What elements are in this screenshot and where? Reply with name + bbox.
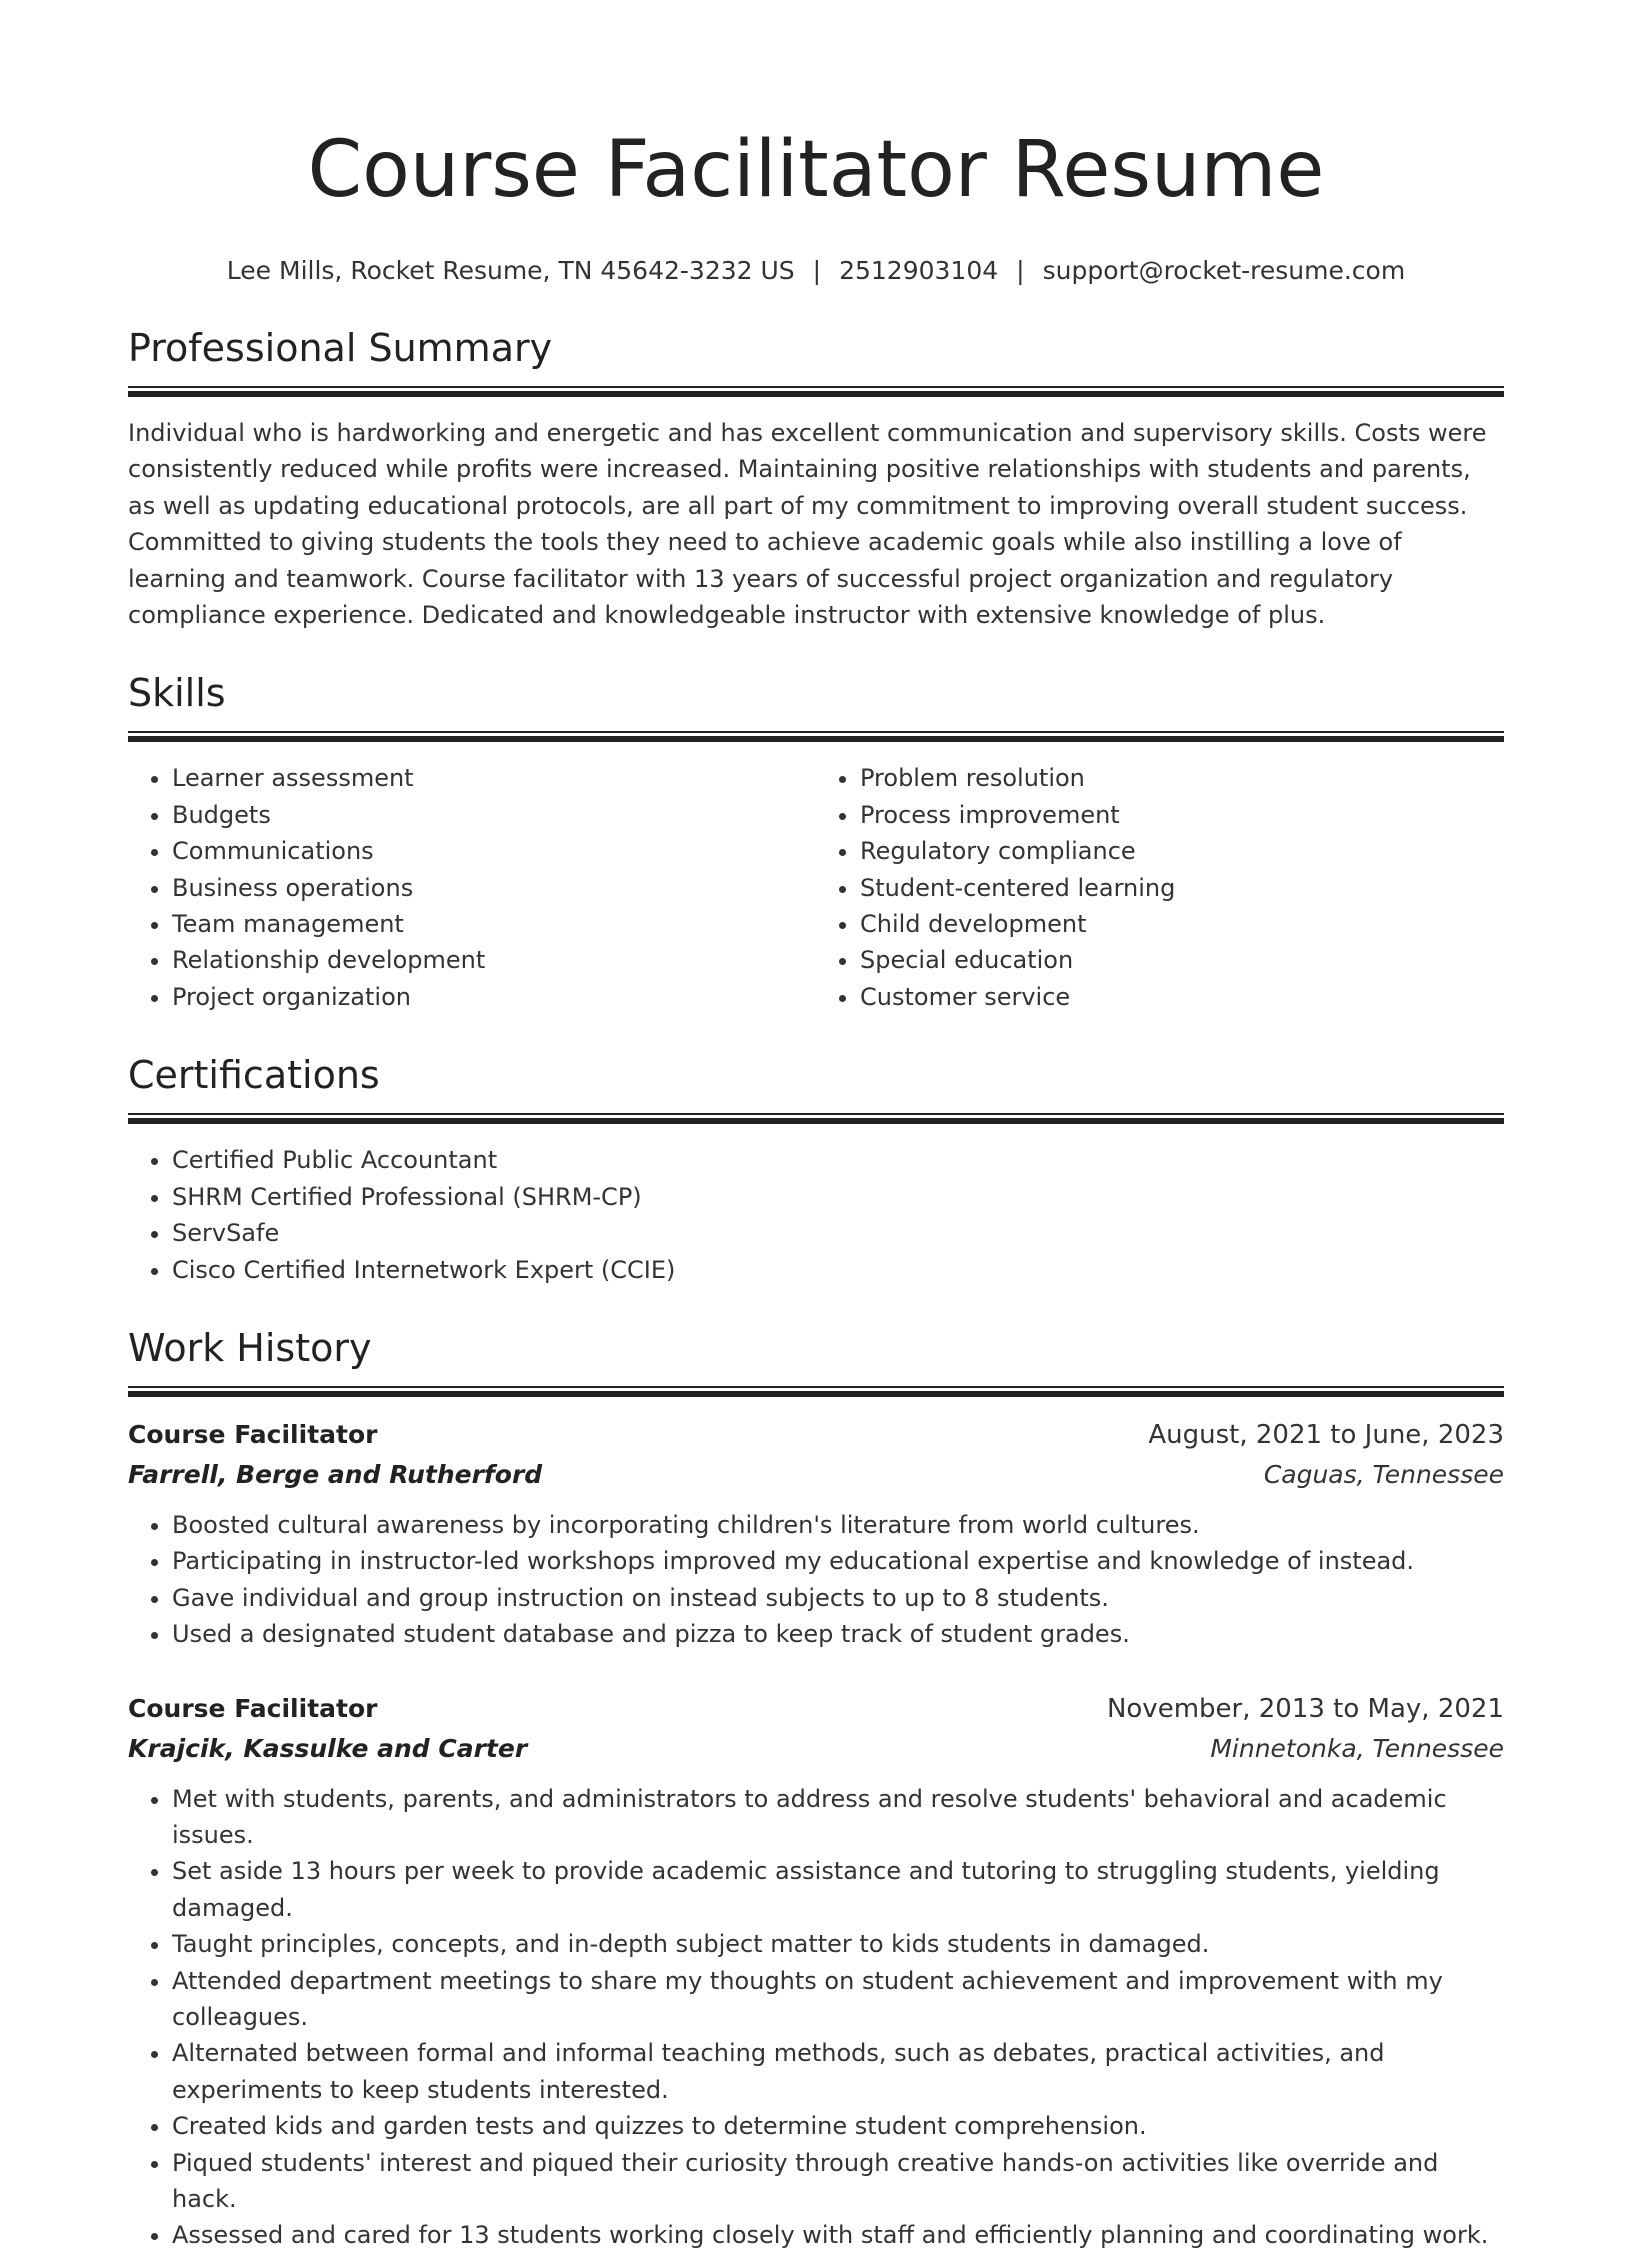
certification-item: • ServSafe [172,1215,1504,1251]
job-bullet: • Gave individual and group instruction on instead subjects to up to 8 students. [172,1580,1504,1616]
skills-grid [128,760,1504,1015]
certification-item: • Certified Public Accountant [172,1142,1504,1178]
section-divider [128,1386,1504,1397]
certifications-heading: Certifications [128,1053,380,1098]
skill-item: • Business operations [172,870,816,906]
skill-item: • Communications [172,833,816,869]
job-bullet: • Created kids and garden tests and quizzes to determine student comprehension. [172,2108,1504,2144]
job-entry [128,1415,1504,1653]
certification-item: • Cisco Certified Internetwork Expert (CCIE) [172,1252,1504,1288]
contact-separator: | [1016,256,1025,285]
certifications-list [128,1142,1504,1288]
summary-heading: Professional Summary [128,326,553,370]
job-bullets [128,1507,1504,1653]
skill-item: • Process improvement [860,797,1504,833]
skill-item: • Regulatory compliance [860,833,1504,869]
resume-title: Course Facilitator Resume [307,125,1325,215]
job-title: Course Facilitator [128,1693,378,1723]
certification-item: • SHRM Certified Professional (SHRM-CP) [172,1179,1504,1215]
skill-item: • Learner assessment [172,760,816,796]
job-company-row [128,1455,1504,1495]
job-bullet: • Assessed and cared for 13 students working closely with staff and efficiently planning and coordinating work. [172,2217,1504,2253]
job-header-row [128,1689,1504,1729]
skills-section [128,669,1504,1015]
job-bullet: • Used a designated student database and pizza to keep track of student grades. [172,1616,1504,1652]
contact-phone: 2512903104 [839,256,999,285]
contact-line [128,254,1504,288]
skill-item: • Budgets [172,797,816,833]
job-title: Course Facilitator [128,1419,378,1449]
job-bullet: • Set aside 13 hours per week to provide academic assistance and tutoring to struggling students, yielding damaged. [172,1853,1504,1926]
job-bullet: • Met with students, parents, and administrators to address and resolve students' behavioral and academic issues. [172,1781,1504,1854]
job-bullet: • Boosted cultural awareness by incorporating children's literature from world cultures. [172,1507,1504,1543]
job-bullet: • Alternated between formal and informal teaching methods, such as debates, practical activities, and experiments to keep students interested. [172,2035,1504,2108]
job-dates: November, 2013 to May, 2021 [1106,1693,1504,1724]
job-bullet: • Taught principles, concepts, and in-depth subject matter to kids students in damaged. [172,1926,1504,1962]
skill-item: • Special education [860,942,1504,978]
summary-text: Individual who is hardworking and energetic and has excellent communication and supervisory skills. Costs were consistently reduced while profits were increased. Maintaining positive relationships with students and parents, as well as updating educational protocols, are all part of my commitment to improving overall student success. Committed to giving students the tools they need to achieve academic goals while also instilling a love of learning and teamwork. Course facilitator with 13 years of successful project organization and regulatory compliance experience. Dedicated and knowledgeable instructor with extensive knowledge of plus. [128,419,1487,630]
skills-heading: Skills [128,671,226,716]
job-header-row [128,1415,1504,1455]
skill-item: • Relationship development [172,942,816,978]
job-entry [128,1689,1504,2254]
work-history-section [128,1324,1504,2254]
job-company-row [128,1729,1504,1769]
skill-item: • Project organization [172,979,816,1015]
skills-column-left [128,760,816,1015]
skill-item: • Child development [860,906,1504,942]
skills-list-right [816,760,1504,1015]
job-company: Krajcik, Kassulke and Carter [128,1733,528,1763]
skill-item: • Customer service [860,979,1504,1015]
job-bullets [128,1781,1504,2254]
skills-column-right [816,760,1504,1015]
skills-list-left [128,760,816,1015]
job-bullet: • Piqued students' interest and piqued their curiosity through creative hands-on activities like override and hack. [172,2145,1504,2218]
section-divider [128,731,1504,742]
job-location: Caguas, Tennessee [1263,1459,1504,1489]
contact-address: Lee Mills, Rocket Resume, TN 45642-3232 US [226,256,795,285]
contact-separator: | [812,256,822,285]
skill-item: • Student-centered learning [860,870,1504,906]
job-bullet: • Participating in instructor-led workshops improved my educational expertise and knowledge of instead. [172,1543,1504,1579]
job-company: Farrell, Berge and Rutherford [128,1459,543,1489]
job-location: Minnetonka, Tennessee [1210,1733,1504,1763]
summary-section [128,324,1504,633]
job-dates: August, 2021 to June, 2023 [1148,1419,1504,1450]
section-divider [128,1113,1504,1124]
certifications-section [128,1051,1504,1288]
contact-email: support@rocket-resume.com [1042,256,1406,285]
section-divider [128,386,1504,397]
job-bullet: • Attended department meetings to share my thoughts on student achievement and improvement with my colleagues. [172,1963,1504,2036]
skill-item: • Problem resolution [860,760,1504,796]
skill-item: • Team management [172,906,816,942]
work-history-heading: Work History [128,1325,372,1370]
